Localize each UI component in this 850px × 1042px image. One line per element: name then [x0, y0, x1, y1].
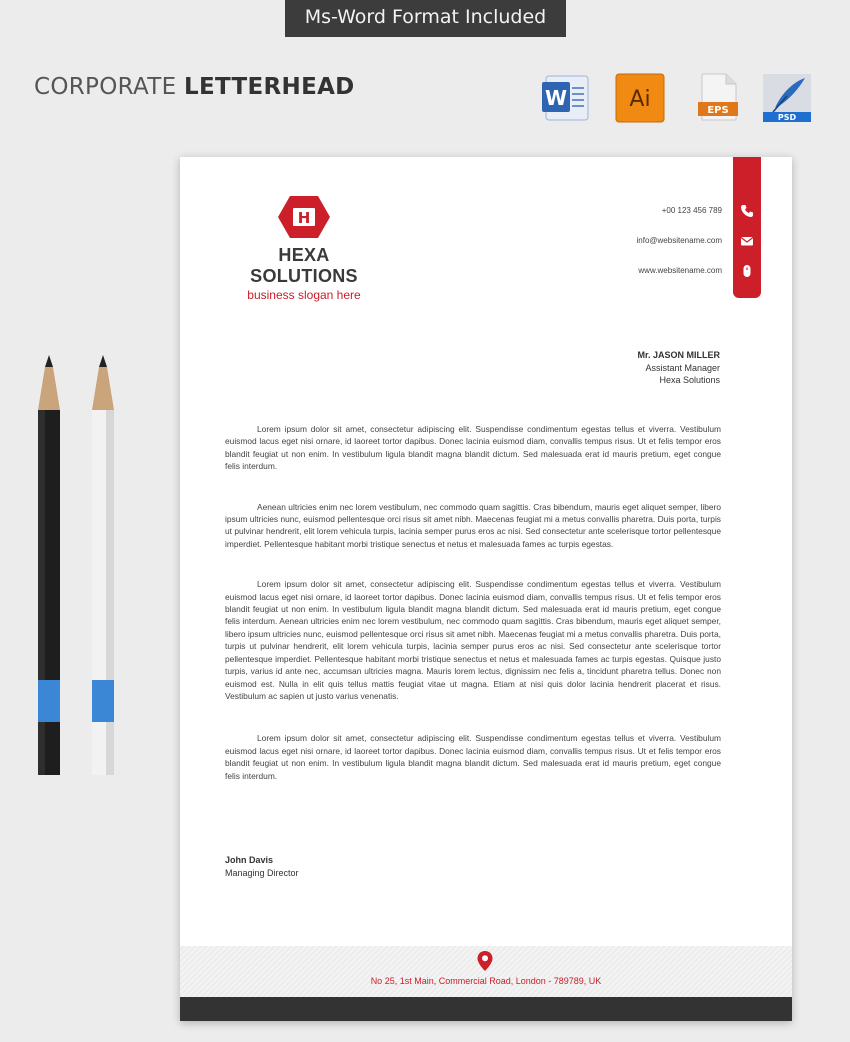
footer-address: No 25, 1st Main, Commercial Road, London - 789789, UK — [370, 976, 602, 986]
logo-letter: H — [297, 209, 311, 227]
letter-footer — [180, 946, 792, 997]
footer-dark-bar — [180, 997, 792, 1021]
email-icon — [740, 234, 754, 248]
recipient-company: Hexa Solutions — [659, 375, 720, 385]
word-icon-label: W — [544, 86, 568, 110]
hexagon-logo-icon — [277, 194, 331, 240]
letterhead-page — [180, 157, 792, 1021]
eps-icon — [692, 72, 744, 124]
contact-website: www.websitename.com — [638, 266, 722, 275]
recipient-block — [637, 349, 720, 387]
paragraph-4: Lorem ipsum dolor sit amet, consectetur adipiscing elit. Suspendisse condimentum egestas tellus et viverra. Vestibulum euismod lacus eget nisi ornare, id laoreet tortor dapibus. Donec lacinia euismod diam, convallis tempus risus. Ut et felis tempor eros blandit feugiat ut non enim. In vestibulum ligula blandit magna blandit dictum. Sed malesuada erat id mauris pretium, eget congue felis interdum. — [225, 733, 721, 781]
page-title — [34, 74, 355, 100]
contact-phone: +00 123 456 789 — [661, 206, 722, 215]
recipient-title: Assistant Manager — [645, 362, 720, 373]
signer-name: John Davis — [225, 855, 274, 865]
white-pencil — [90, 355, 116, 775]
title-bold: LETTERHEAD — [184, 74, 355, 100]
format-banner: Ms-Word Format Included — [285, 0, 566, 37]
contact-email: info@websitename.com — [636, 236, 722, 245]
paragraph-2: Aenean ultricies enim nec lorem vestibulum, nec commodo quam sagittis. Cras bibendum, mauris eget aliquet semper, libero ipsum ultricies nunc, euismod pellentesque orci risus sit amet nibh. Maecenas feugiat mi a metus convallis pharetra. Duis porta, turpis ut pulvinar hendrerit, elit lorem vehicula turpis, lacinia semper purus eros ac nisi. Sed consectetur ante scelerisque tortor pellentesque imperdiet. Pellentesque habitant morbi tristique senectus et netus et malesuada fames ac turpis egestas. — [225, 501, 721, 549]
signature-block — [225, 854, 299, 879]
recipient-name: Mr. JASON MILLER — [637, 350, 720, 360]
company-slogan: business slogan here — [247, 288, 361, 302]
phone-icon — [740, 204, 754, 218]
letter-body — [225, 423, 721, 810]
company-name: HEXA SOLUTIONS — [250, 245, 358, 286]
ai-icon — [614, 72, 666, 124]
word-icon — [540, 72, 592, 124]
contact-icon-bar — [733, 157, 761, 298]
paragraph-3: Lorem ipsum dolor sit amet, consectetur adipiscing elit. Suspendisse condimentum egestas tellus et viverra. Vestibulum euismod lacus eget nisi ornare, id laoreet tortor dapibus. Donec lacinia euismod diam, convallis tempus risus. Ut et felis tempor eros blandit feugiat ut non enim. In vestibulum ligula blandit magna blandit dictum. Sed malesuada erat id mauris pretium, eget congue felis interdum. Aenean ultricies enim nec lorem vestibulum, nec commodo quam sagittis. Cras bibendum, mauris eget aliquet semper, libero ipsum ultricies nunc, euismod pellentesque orci risus sit amet nibh. Maecenas feugiat mi a metus convallis pharetra. Duis porta, turpis ut pulvinar hendrerit, elit lorem vehicula turpis, lacinia semper purus eros ac nisi. Sed consectetur ante scelerisque tortor pellentesque imperdiet. Pellentesque habitant morbi tristique senectus et netus et malesuada fames ac turpis egestas. Quisque justo turpis, varius id ante nec, accumsan ultricies magna. Mauris lorem lectus, dignissim nec felis a, tincidunt pharetra tellus. Donec non euismod est. Nulla in elit quis tellus mattis feugiat vitae ut magna. Etiam at nisi quis dolor lacinia hendrerit placerat et risus. Vestibulum ac sapien ut justo varius venenatis. — [225, 579, 721, 701]
signer-title: Managing Director — [225, 867, 299, 878]
location-pin-icon — [476, 950, 494, 972]
paragraph-1: Lorem ipsum dolor sit amet, consectetur adipiscing elit. Suspendisse condimentum egestas tellus et viverra. Vestibulum euismod lacus eget nisi ornare, id laoreet tortor dapibus. Donec lacinia euismod diam, convallis tempus risus. Ut et felis tempor eros blandit feugiat ut non enim. In vestibulum ligula blandit magna blandit dictum. Sed malesuada erat id mauris pretium, eget congue felis interdum. — [225, 424, 721, 472]
title-light: CORPORATE — [34, 74, 177, 100]
psd-icon — [761, 72, 813, 124]
psd-icon-label: PSD — [777, 113, 797, 122]
company-logo — [224, 194, 384, 302]
mouse-icon — [740, 264, 754, 278]
black-pencil — [36, 355, 62, 775]
eps-icon-label: EPS — [707, 105, 729, 116]
ai-icon-label: Ai — [629, 87, 651, 112]
contact-info — [637, 206, 723, 296]
